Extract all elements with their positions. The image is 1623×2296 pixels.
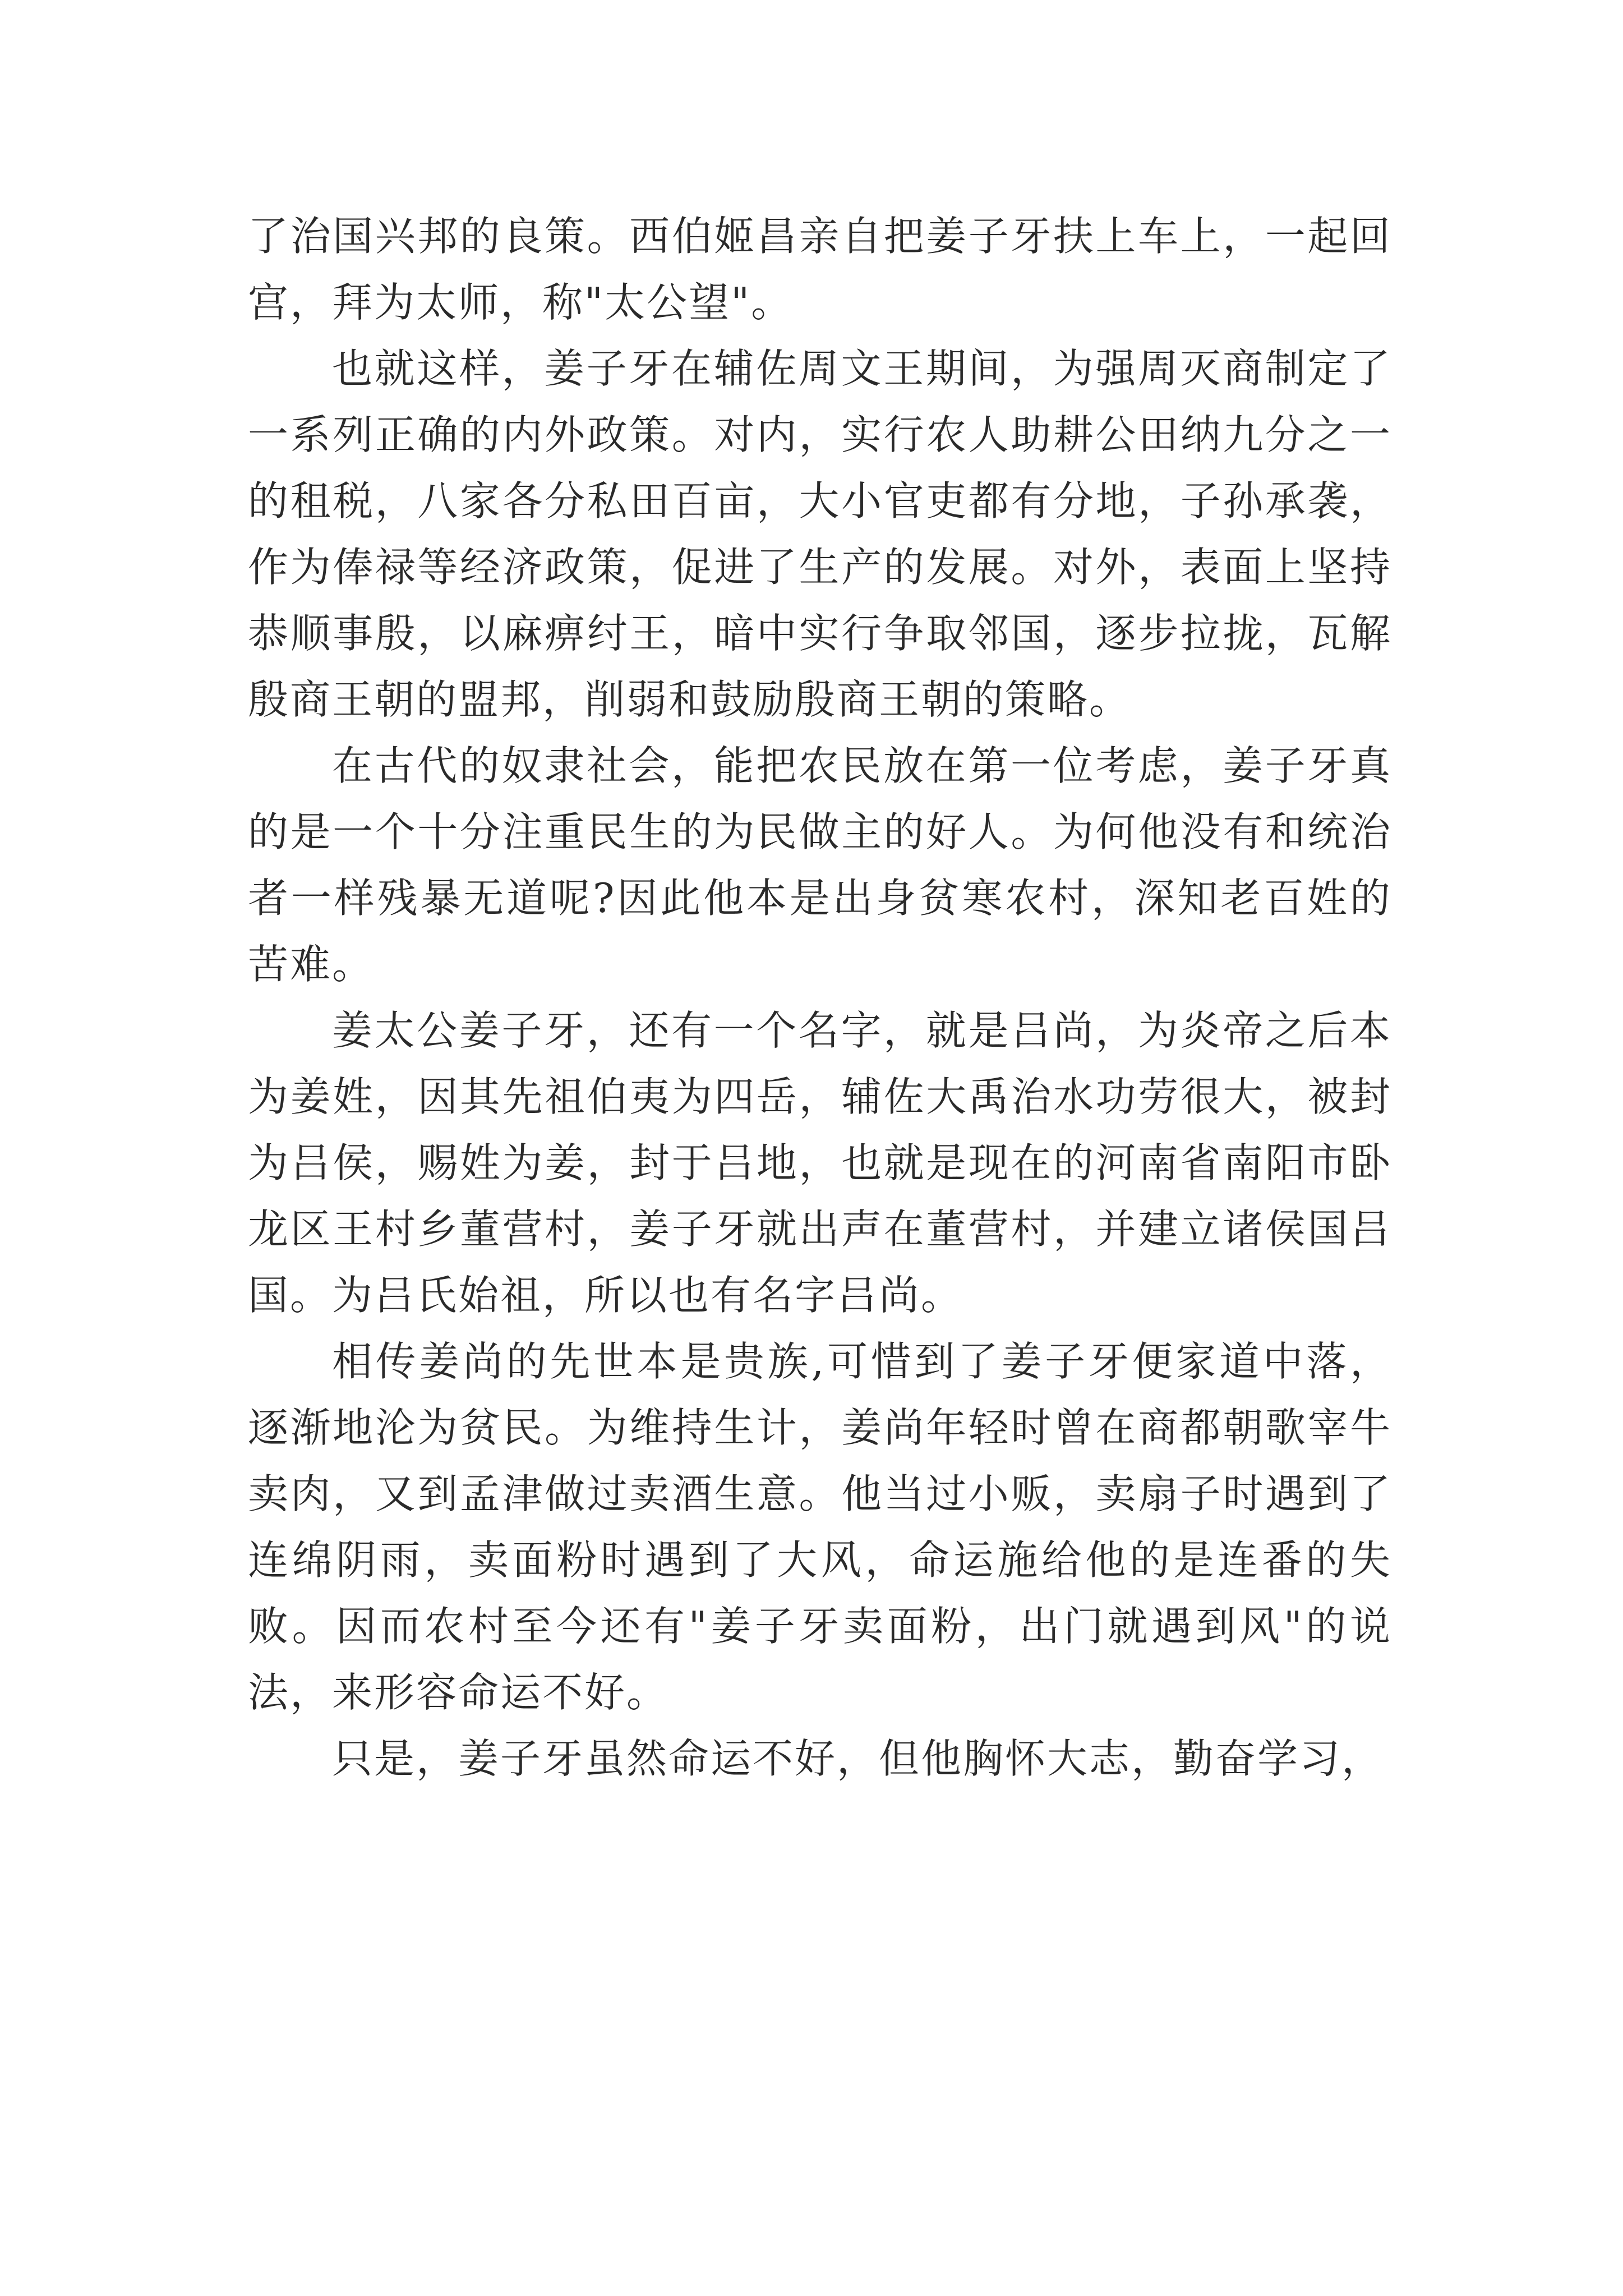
paragraph-1: 了治国兴邦的良策。西伯姬昌亲自把姜子牙扶上车上，一起回宫，拜为太师，称"太公望"。 bbox=[248, 213, 1392, 326]
paragraph-6: 只是，姜子牙虽然命运不好，但他胸怀大志，勤奋学习， bbox=[332, 1735, 1384, 1782]
paragraph-3: 在古代的奴隶社会，能把农民放在第一位考虑，姜子牙真的是一个十分注重民生的为民做主的好人。为何他没有和统治者一样残暴无道呢?因此他本是出身贫寒农村，深知老百姓的苦难。 bbox=[248, 742, 1392, 988]
paragraph-4: 姜太公姜子牙，还有一个名字，就是吕尚，为炎帝之后本为姜姓，因其先祖伯夷为四岳，辅佐大禹治水功劳很大，被封为吕侯，赐姓为姜，封于吕地，也就是现在的河南省南阳市卧龙区王村乡董营村，姜子牙就出声在董营村，并建立诸侯国吕国。为吕氏始祖，所以也有名字吕尚。 bbox=[248, 1007, 1392, 1319]
paragraph-5: 相传姜尚的先世本是贵族,可惜到了姜子牙便家道中落，逐渐地沦为贫民。为维持生计，姜尚年轻时曾在商都朝歌宰牛卖肉，又到孟津做过卖酒生意。他当过小贩，卖扇子时遇到了连绵阴雨，卖面粉时遇到了大风，命运施给他的是连番的失败。因而农村至今还有"姜子牙卖面粉，出门就遇到风"的说法，来形容命运不好。 bbox=[248, 1338, 1392, 1716]
body-text bbox=[248, 203, 1392, 1792]
paragraph-2: 也就这样，姜子牙在辅佐周文王期间，为强周灭商制定了一系列正确的内外政策。对内，实行农人助耕公田纳九分之一的租税，八家各分私田百亩，大小官吏都有分地，子孙承袭，作为俸禄等经济政策，促进了生产的发展。对外，表面上坚持恭顺事殷，以麻痹纣王，暗中实行争取邻国，逐步拉拢，瓦解殷商王朝的盟邦，削弱和鼓励殷商王朝的策略。 bbox=[248, 345, 1392, 723]
